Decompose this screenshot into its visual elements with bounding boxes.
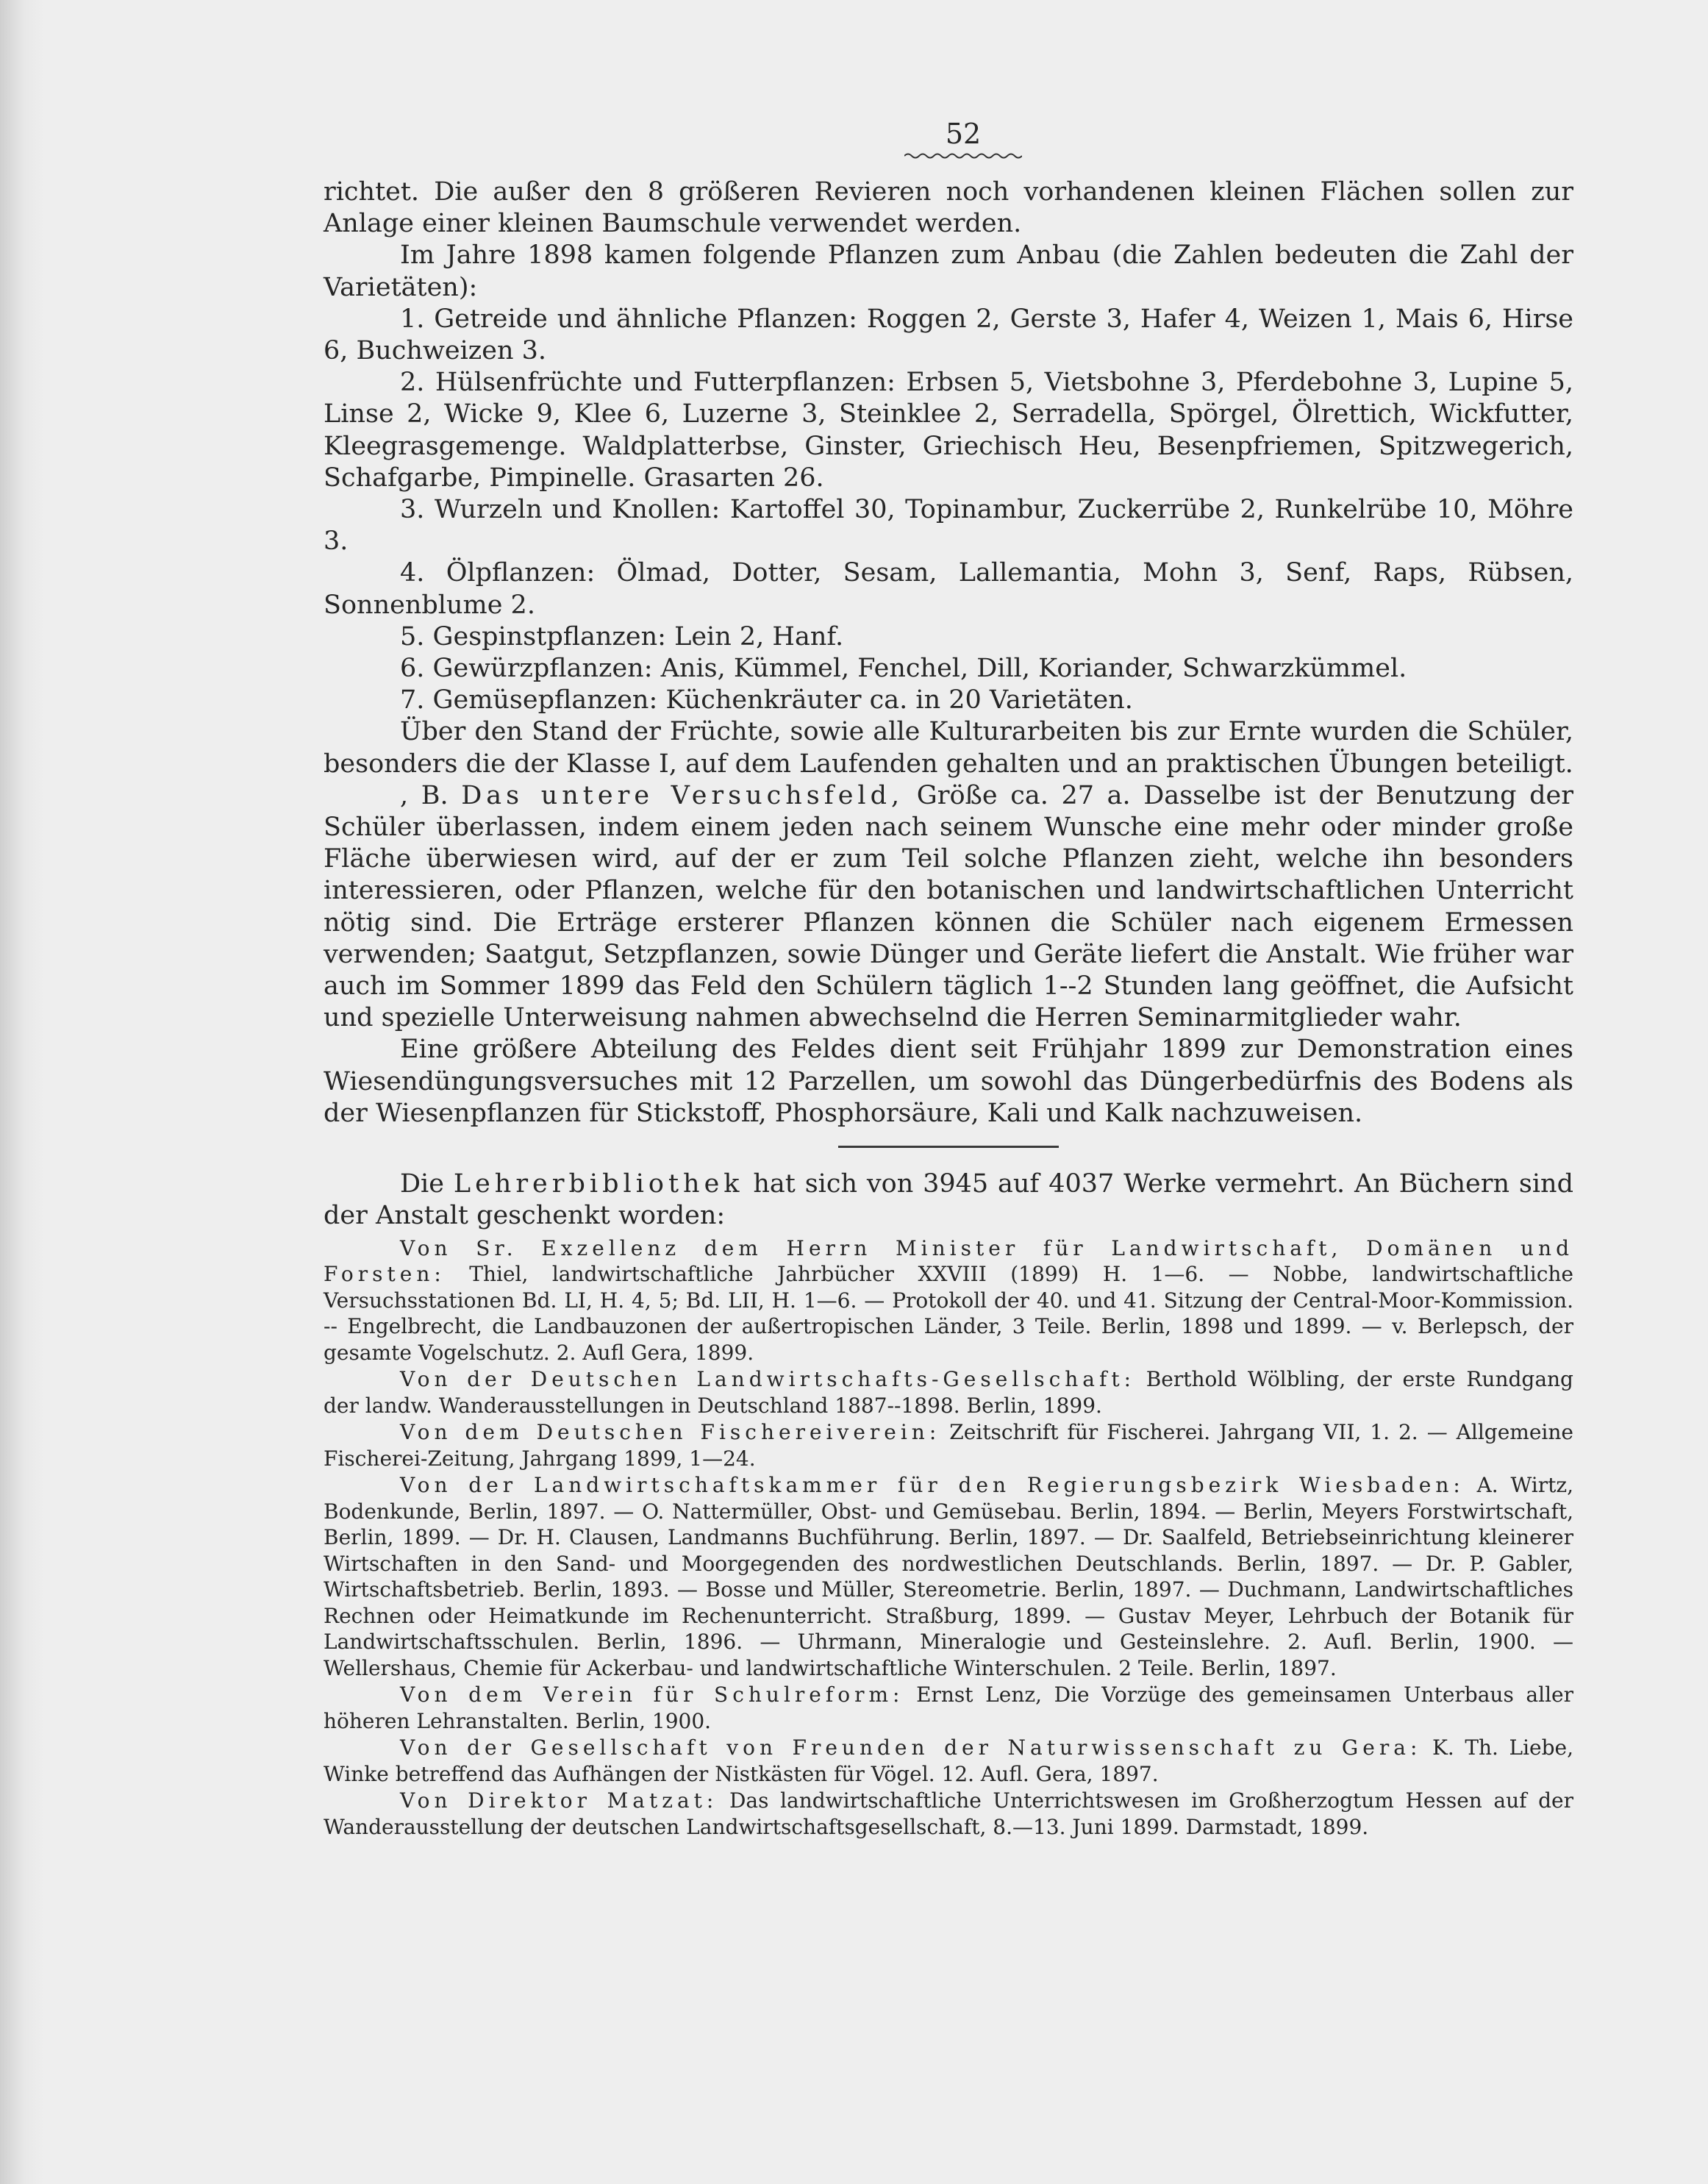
paragraph-crops-intro: Im Jahre 1898 kamen folgende Pflanzen zum Anbau (die Zahlen bedeuten die Zahl der Varietäten): xyxy=(324,240,1573,302)
donation-text: Berthold Wölbling, der erste Rundgang der landw. Wanderausstellungen in Deutschland 1887--1898. Berlin, 1899. xyxy=(324,1367,1573,1418)
donation-entry xyxy=(324,1235,1573,1366)
paragraph-meadow-trial: Eine größere Abteilung des Feldes dient seit Frühjahr 1899 zur Demonstration eines Wiesendüngungsversuches mit 12 Parzellen, um sowohl das Düngerbedürfnis des Bodens als der Wiesenpflanzen für Stickstoff, Phosphorsäure, Kali und Kalk nachzuweisen. xyxy=(324,1035,1573,1128)
donation-entry xyxy=(324,1366,1573,1418)
list-item-roots: 3. Wurzeln und Knollen: Kartoffel 30, Topinambur, Zuckerrübe 2, Runkelrübe 10, Möhre 3. xyxy=(324,495,1573,557)
donation-donor: Von der Landwirtschaftskammer für den Regierungsbezirk Wiesbaden: xyxy=(400,1473,1465,1497)
donation-donor: Von dem Deutschen Fischereiverein: xyxy=(400,1420,941,1444)
library-lead: Die xyxy=(400,1169,444,1199)
donation-text: Zeitschrift für Fischerei. Jahrgang VII, 1. 2. — Allgemeine Fischerei-Zeitung, Jahrgang 1899, 1—24. xyxy=(324,1420,1573,1471)
main-text xyxy=(324,176,1573,1130)
list-item-vegetables: 7. Gemüsepflanzen: Küchenkräuter ca. in 20 Varietäten. xyxy=(400,685,1133,715)
donation-entry xyxy=(324,1735,1573,1787)
donation-donor: Von der Deutschen Landwirtschafts-Gesellschaft: xyxy=(400,1367,1136,1391)
list-item-oil-plants: 4. Ölpflanzen: Ölmad, Dotter, Sesam, Lallemantia, Mohn 3, Senf, Raps, Rübsen, Sonnenblume 2. xyxy=(324,558,1573,620)
donations-list xyxy=(324,1235,1573,1841)
donation-text: Das landwirtschaftliche Unterrichtswesen im Großherzogtum Hessen auf der Wanderausstellung der deutschen Landwirtschaftsgesellschaft, 8.—13. Juni 1899. Darmstadt, 1899. xyxy=(324,1788,1573,1839)
paragraph-section-b xyxy=(324,780,1573,1035)
paragraph-continuation: richtet. Die außer den 8 größeren Revieren noch vorhandenen kleinen Flächen sollen zur Anlage einer kleinen Baumschule verwendet werden. xyxy=(324,177,1573,239)
section-divider xyxy=(838,1146,1059,1148)
donation-donor: Von Direktor Matzat: xyxy=(400,1788,718,1813)
section-b-text-cont: Die Erträge ersterer Pflanzen können die Schüler nach eigenem Ermessen verwenden; Saatgut, Setzpflanzen, sowie Dünger und Geräte liefert die Anstalt. Wie früher war auch im Sommer 1899 das Feld den Schülern täglich 1--2 Stunden lang geöffnet, die Aufsicht und spezielle Unterweisung nahmen abwechselnd die Herren Seminarmitglieder wahr. xyxy=(324,907,1573,1033)
donation-entry xyxy=(324,1788,1573,1840)
donation-text: Ernst Lenz, Die Vorzüge des gemeinsamen Unterbaus aller höheren Lehranstalten. Berlin, 1900. xyxy=(324,1682,1573,1733)
section-b-prefix: , B. xyxy=(400,780,449,810)
decorative-wavy-rule xyxy=(875,150,1022,162)
donation-entry xyxy=(324,1419,1573,1471)
donation-donor: Von Sr. Exzellenz dem Herrn Minister für Landwirtschaft, Domänen und Forsten: xyxy=(324,1235,1573,1286)
donation-text: Thiel, landwirtschaftliche Jahrbücher XXVIII (1899) H. 1—6. — Nobbe, landwirtschaftliche Versuchsstationen Bd. LI, H. 4, 5; Bd. LII, H. 1—6. — Protokoll der 40. und 41. Sitzung der Central-Moor-Kommission. -- Engelbrecht, die Landbauzonen der außertropischen Länder, 3 Teile. Berlin, 1898 und 1899. — v. Berlepsch, der gesamte Vogelschutz. 2. Aufl Gera, 1899. xyxy=(324,1262,1574,1365)
donation-donor: Von der Gesellschaft von Freunden der Naturwissenschaft zu Gera: xyxy=(400,1735,1422,1760)
list-item-fiber-plants: 5. Gespinstpflanzen: Lein 2, Hanf. xyxy=(400,621,844,652)
library-section xyxy=(324,1168,1573,1232)
document-page xyxy=(324,118,1573,1841)
list-item-spices: 6. Gewürzpflanzen: Anis, Kümmel, Fenchel, Dill, Koriander, Schwarzkümmel. xyxy=(400,654,1407,684)
donation-text: A. Wirtz, Bodenkunde, Berlin, 1897. — O. Nattermüller, Obst- und Gemüsebau. Berlin, 1894. — Berlin, Meyers Forstwirtschaft, Berlin, 1899. — Dr. H. Clausen, Landmanns Buchführung. Berlin, 1897. — Dr. Saalfeld, Betriebseinrichtung kleinerer Wirtschaften in den Sand- und Moorgegenden des nordwestlichen Deutschlands. Berlin, 1897. — Dr. P. Gabler, Wirtschaftsbetrieb. Berlin, 1893. — Bosse und Müller, Stereometrie. Berlin, 1897. — Duchmann, Landwirtschaftliches Rechnen oder Heimatkunde im Rechenunterricht. Straßburg, 1899. — Gustav Meyer, Lehrbuch der Botanik für Landwirtschaftsschulen. Berlin, 1896. — Uhrmann, Mineralogie und Gesteinslehre. 2. Aufl. Berlin, 1900. — Wellershaus, Chemie für Ackerbau- und landwirtschaftliche Winterschulen. 2 Teile. Berlin, 1897. xyxy=(324,1473,1573,1680)
paragraph-library xyxy=(324,1168,1573,1232)
donation-entry xyxy=(324,1682,1573,1734)
donation-donor: Von dem Verein für Schulreform: xyxy=(400,1682,904,1707)
library-heading: Lehrerbibliothek xyxy=(453,1169,744,1199)
section-b-heading: Das untere Versuchsfeld, xyxy=(461,780,904,810)
donation-entry xyxy=(324,1472,1573,1681)
list-item-legumes: 2. Hülsenfrüchte und Futterpflanzen: Erbsen 5, Vietsbohne 3, Pferdebohne 3, Lupine 5, Linse 2, Wicke 9, Klee 6, Luzerne 3, Steinklee 2, Serradella, Spörgel, Ölrettich, Wickfutter, Kleegrasgemenge. Waldplatterbse, Ginster, Griechisch Heu, Besenpfriemen, Spitzwegerich, Schafgarbe, Pimpinelle. Grasarten 26. xyxy=(324,368,1573,493)
library-text: hat sich von 3945 auf 4037 Werke vermehrt. An Büchern sind der Anstalt geschenkt worden: xyxy=(324,1169,1573,1231)
page-number: 52 xyxy=(945,118,982,150)
donation-text: K. Th. Liebe, Winke betreffend das Aufhängen der Nistkästen für Vögel. 12. Aufl. Gera, 1897. xyxy=(324,1735,1573,1786)
scan-edge-shadow xyxy=(0,0,44,2184)
list-item-grains: 1. Getreide und ähnliche Pflanzen: Roggen 2, Gerste 3, Hafer 4, Weizen 1, Mais 6, Hirse 6, Buchweizen 3. xyxy=(324,304,1573,366)
paragraph-crop-status: Über den Stand der Früchte, sowie alle Kulturarbeiten bis zur Ernte wurden die Schüler, besonders die der Klasse I, auf dem Laufenden gehalten und an praktischen Übungen beteiligt. xyxy=(324,717,1573,779)
section-b-text: Größe ca. 27 a. Dasselbe ist der Benutzung der Schüler überlassen, indem einem jeden nach seinem Wunsche eine mehr oder minder große Fläche überwiesen wird, auf der er zum Teil solche Pflanzen zieht, welche ihn besonders interessieren, oder Pflanzen, welche für den botanischen und landwirtschaftlichen Unterricht nötig sind. xyxy=(324,780,1573,938)
